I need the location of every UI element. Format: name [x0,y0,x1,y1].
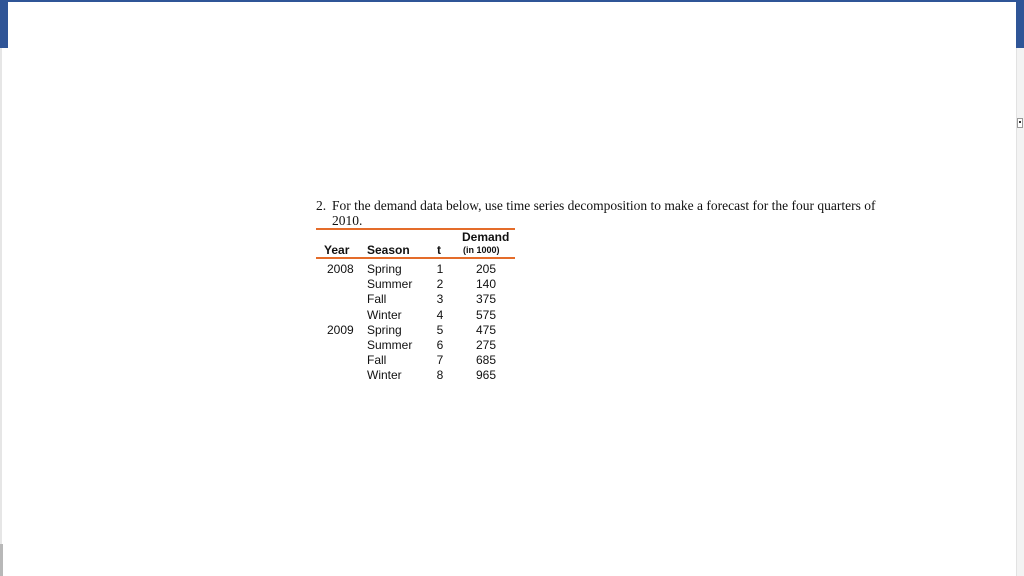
cell-season: Winter [367,368,402,383]
header-year: Year [324,243,350,257]
header-demand-unit: (in 1000) [463,245,500,255]
cell-season: Spring [367,262,402,276]
header-t: t [437,243,441,257]
scrollbar-thumb[interactable] [1017,118,1023,128]
table-row [316,292,516,307]
table-row [316,323,516,338]
window-frame-left [0,0,8,48]
table-row [316,353,516,368]
cell-demand: 205 [475,262,497,276]
table-row [316,338,516,353]
page-left-edge-shadow [0,544,3,576]
cell-t: 2 [436,277,444,292]
cell-demand: 275 [475,337,497,352]
cell-demand: 965 [475,368,497,383]
cell-t: 6 [436,337,444,352]
scrollbar-grip-icon [1019,121,1021,123]
cell-year: 2009 [327,322,354,337]
cell-t: 3 [436,292,444,307]
cell-season: Summer [367,337,413,352]
window-top-border [0,0,1024,2]
table-header-rule [316,257,515,259]
cell-season: Spring [367,322,402,337]
cell-demand: 685 [475,353,497,368]
cell-t: 8 [436,368,444,383]
table-row [316,308,516,323]
cell-t: 4 [436,307,444,322]
page-left-edge [0,48,2,576]
header-demand: Demand [462,230,510,244]
table-row [316,262,516,277]
window-frame-right [1016,0,1024,48]
cell-season: Winter [367,307,402,322]
cell-season: Fall [367,353,387,368]
cell-year: 2008 [327,262,354,276]
table-row [316,368,516,383]
table-row [316,277,516,292]
cell-season: Fall [367,292,387,307]
cell-demand: 575 [475,307,497,322]
question-number: 2. [316,198,327,213]
demand-table-body [316,262,516,384]
cell-demand: 475 [475,322,497,337]
cell-season: Summer [367,277,413,292]
question-line-2: 2010. [332,213,363,228]
cell-demand: 375 [475,292,497,307]
cell-t: 1 [436,262,444,276]
cell-t: 7 [436,353,444,368]
question-text [316,198,886,228]
cell-demand: 140 [475,277,497,292]
header-season: Season [367,243,410,257]
cell-t: 5 [436,322,444,337]
question-line-1: For the demand data below, use time series decomposition to make a forecast for the four quarters of [332,198,876,213]
